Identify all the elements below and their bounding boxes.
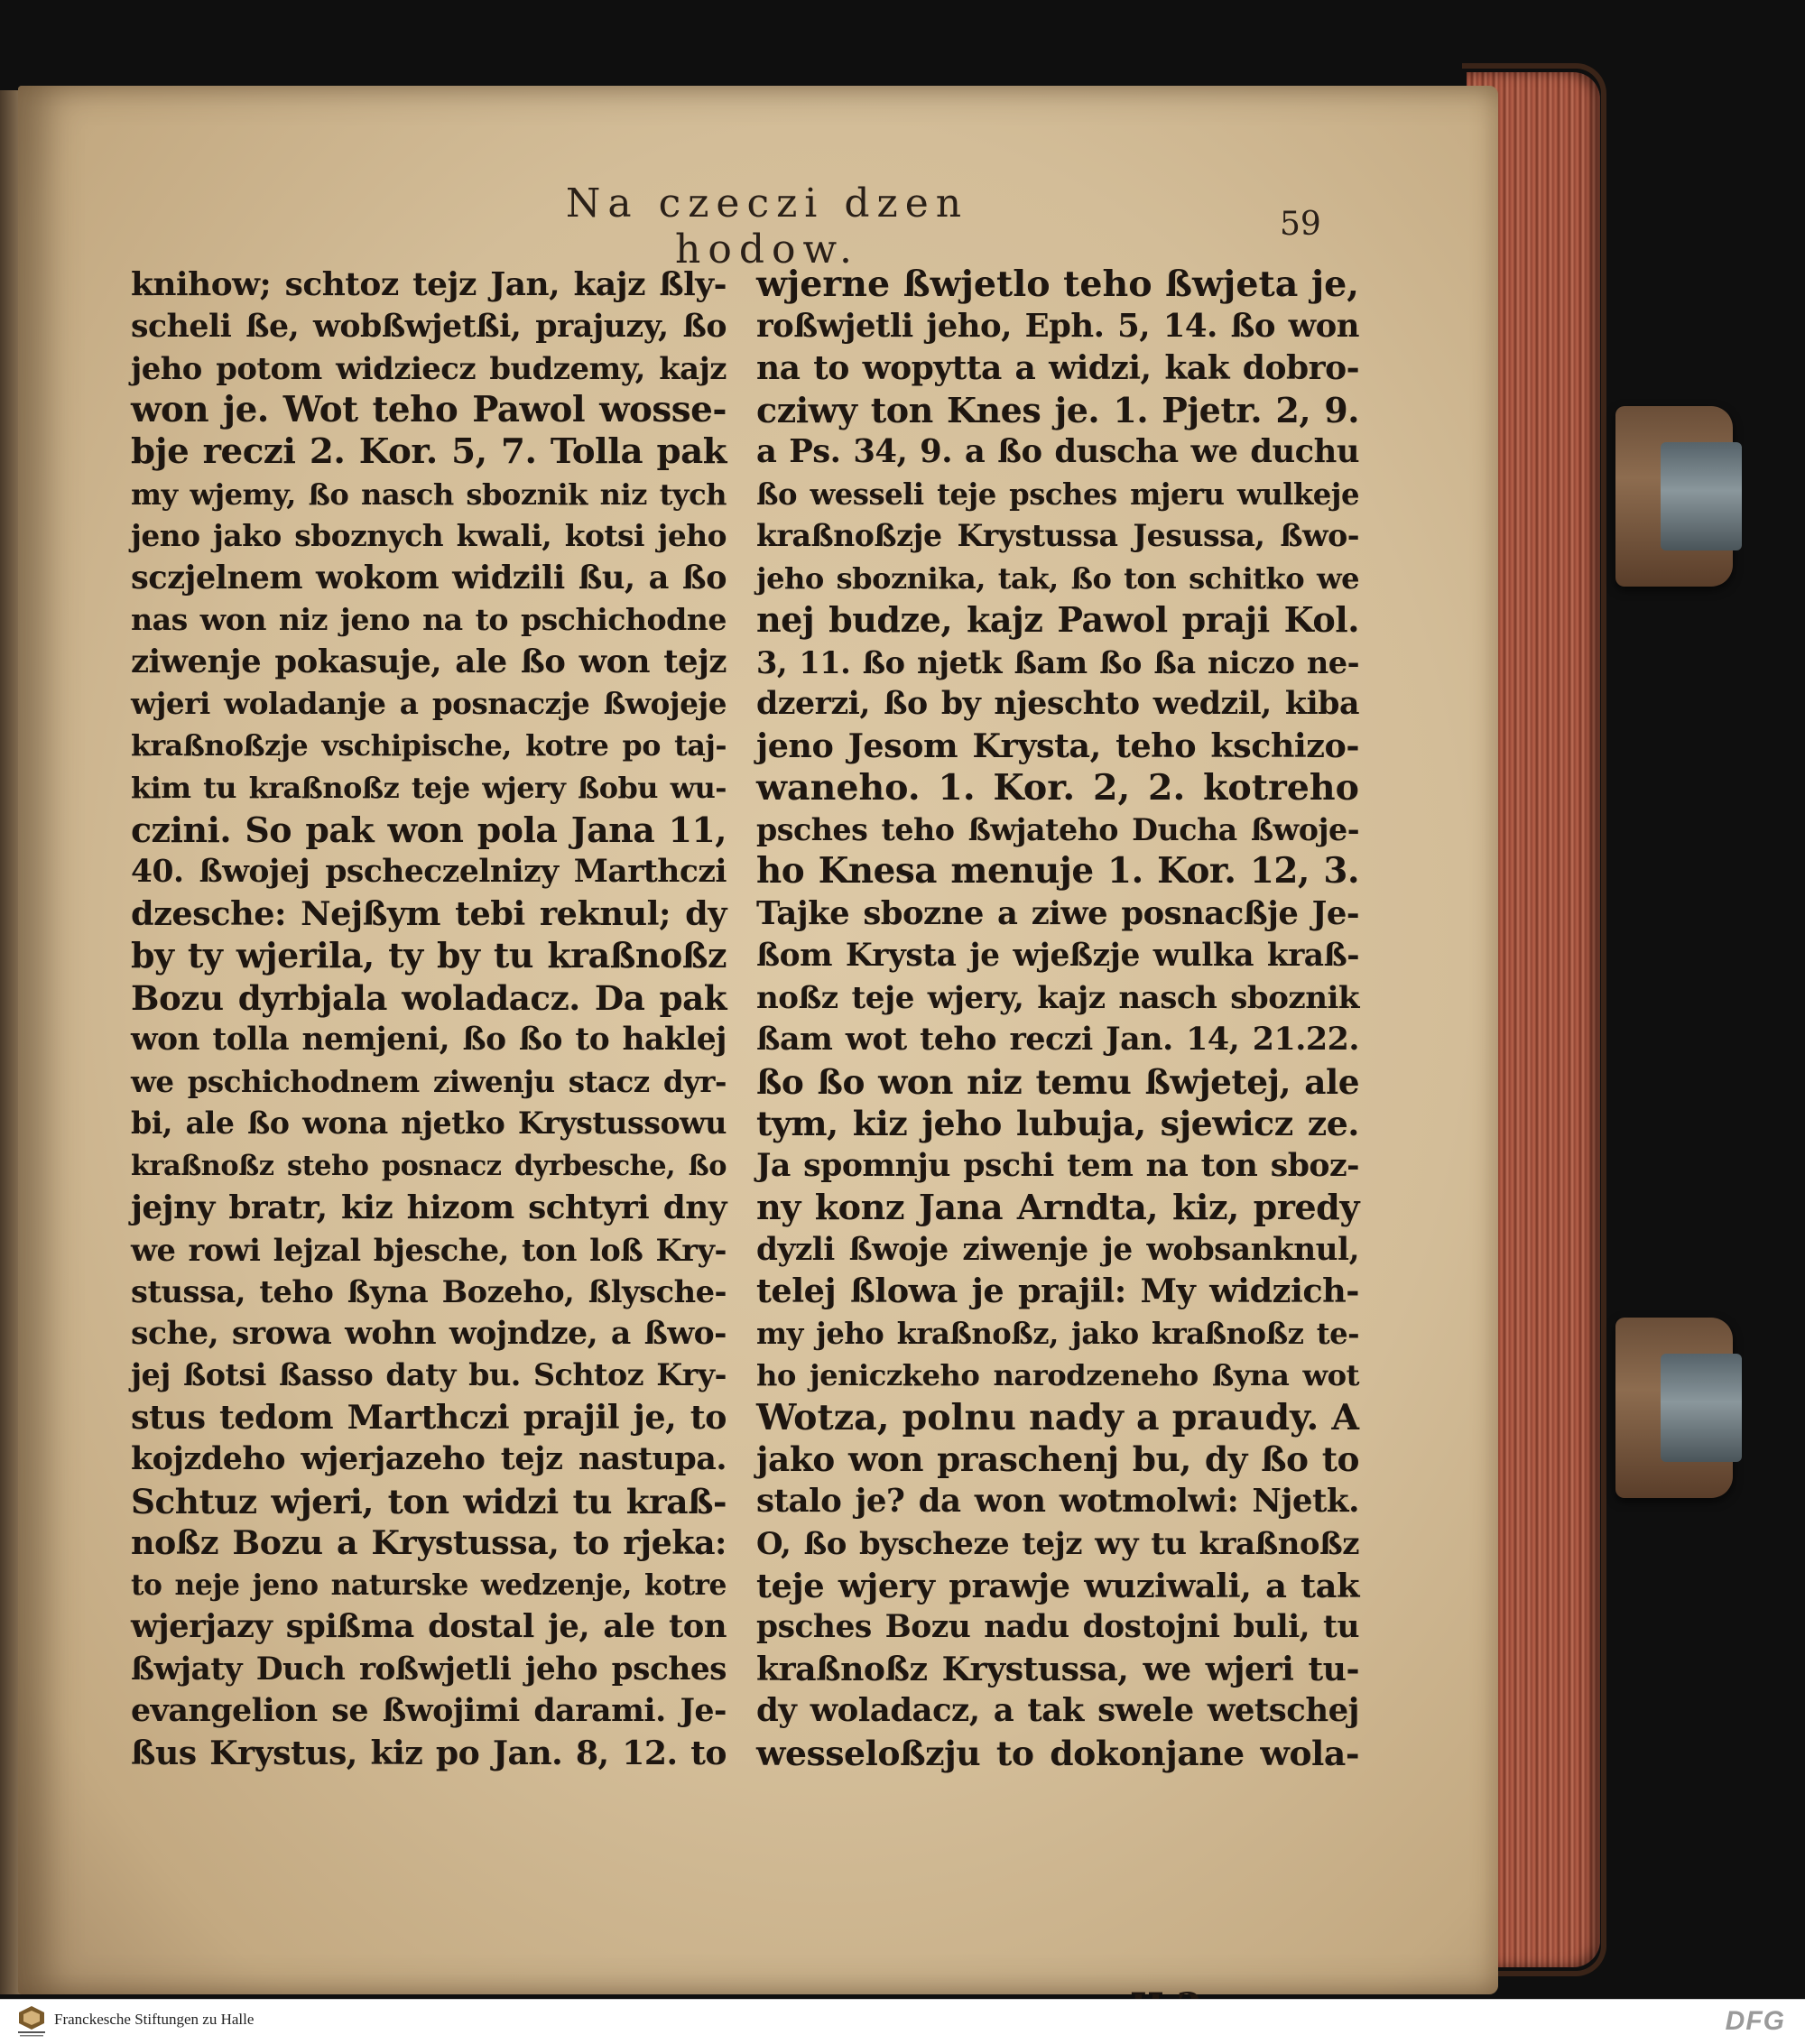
text-line: Bozu dyrbjala woladacz. Da pak: [131, 977, 727, 1018]
text-line: stalo je? da won wotmolwi: Njetk.: [756, 1482, 1359, 1520]
text-column-left: [131, 264, 727, 1774]
text-line: dzesche: Nejßym tebi reknul; dy: [131, 893, 727, 933]
text-line: scheli ße, wobßwjetßi, prajuzy, ßo: [131, 307, 727, 345]
text-line: sche, srowa wohn wojndze, a ßwo-: [131, 1315, 727, 1352]
text-line: bi, ale ßo wona njetko Krystussowu: [131, 1105, 727, 1141]
text-line: 3, 11. ßo njetk ßam ßo ßa niczo ne-: [756, 643, 1359, 680]
text-line: czini. So pak won pola Jana 11,: [131, 809, 727, 850]
text-line: ny konz Jana Arndta, kiz, predy: [756, 1187, 1359, 1227]
text-line: won je. Wot teho Pawol wosse-: [131, 389, 727, 430]
text-line: to neje jeno naturske wedzenje, kotre: [131, 1568, 727, 1602]
text-line: roßwjetli jeho, Eph. 5, 14. ßo won: [756, 307, 1359, 345]
text-line: bje reczi 2. Kor. 5, 7. Tolla pak: [131, 431, 727, 472]
text-line: teje wjery prawje wuziwali, a tak: [756, 1565, 1359, 1605]
text-line: psches teho ßwjateho Ducha ßwoje-: [756, 811, 1359, 847]
text-line: jeno Jesom Krysta, teho kschizo-: [756, 726, 1359, 765]
text-line: won tolla nemjeni, ßo ßo to haklej: [131, 1022, 727, 1058]
text-line: kraßnoßz steho posnacz dyrbesche, ßo: [131, 1149, 727, 1182]
foundation-logo-icon: [14, 2003, 49, 2039]
text-line: Tajke sbozne a ziwe posnacßje Je-: [756, 894, 1359, 932]
text-line: tym, kiz jeho lubuja, sjewicz ze.: [756, 1103, 1359, 1143]
text-line: wjeri woladanje a posnaczje ßwojeje: [131, 686, 727, 721]
text-line: my jeho kraßnoßz, jako kraßnoßz te-: [756, 1316, 1359, 1351]
text-line: wesseloßzju to dokonjane wola-: [756, 1733, 1359, 1773]
text-line: jeho potom widziecz budzemy, kajz: [131, 350, 727, 386]
text-line: 40. ßwojej pscheczelnizy Marthczi: [131, 854, 727, 890]
text-line: Schtuz wjeri, ton widzi tu kraß-: [131, 1481, 727, 1521]
text-line: dzerzi, ßo by njeschto wedzil, kiba: [756, 685, 1359, 722]
text-line: ßus Krystus, kiz po Jan. 8, 12. to: [131, 1733, 727, 1772]
text-line: ßam wot teho reczi Jan. 14, 21.22.: [756, 1021, 1359, 1058]
text-line: O, ßo byscheze tejz wy tu kraßnoßz: [756, 1525, 1359, 1561]
running-header: Na czeczi dzen hodow.: [565, 180, 969, 273]
text-line: stussa, teho ßyna Bozeho, ßlysche-: [131, 1273, 727, 1309]
text-line: ho Knesa menuje 1. Kor. 12, 3.: [756, 851, 1359, 892]
text-line: Ja spomnju pschi tem na ton sboz-: [756, 1146, 1359, 1184]
text-line: we rowi lejzal bjesche, ton loß Kry-: [131, 1231, 727, 1268]
text-line: stus tedom Marthczi prajil je, to: [131, 1397, 727, 1437]
text-line: psches Bozu nadu dostojni buli, tu: [756, 1609, 1359, 1645]
text-line: jej ßotsi ßasso daty bu. Schtoz Kry-: [131, 1357, 727, 1392]
page-number: 59: [1280, 206, 1321, 243]
dfg-logo: DFG: [1725, 2006, 1785, 2036]
text-line: dyzli ßwoje ziwenje je wobsanknul,: [756, 1231, 1359, 1268]
text-line: we pschichodnem ziwenju stacz dyr-: [131, 1064, 727, 1099]
text-column-right: [756, 264, 1359, 1774]
text-line: kraßnoßzje vschipische, kotre po taj-: [131, 728, 727, 763]
text-line: Wotza, polnu nady a praudy. A: [756, 1396, 1359, 1438]
text-line: waneho. 1. Kor. 2, 2. kotreho: [756, 767, 1359, 809]
text-line: noßz teje wjery, kajz nasch sboznik: [756, 979, 1359, 1016]
text-line: ßom Krysta je wjeßzje wulka kraß-: [756, 938, 1359, 974]
text-line: ßwjaty Duch roßwjetli jeho psches: [131, 1651, 727, 1688]
text-line: wjerjazy spißma dostal je, ale ton: [131, 1608, 727, 1645]
text-line: a Ps. 34, 9. a ßo duscha we duchu: [756, 433, 1359, 470]
text-line: jejny bratr, kiz hizom schtyri dny: [131, 1188, 727, 1226]
text-line: knihow; schtoz tejz Jan, kajz ßly-: [131, 265, 727, 303]
text-line: nas won niz jeno na to pschichodne: [131, 602, 727, 637]
text-line: sczjelnem wokom widzili ßu, a ßo: [131, 559, 727, 597]
text-line: nej budze, kajz Pawol praji Kol.: [756, 599, 1359, 640]
text-line: ßo wesseli teje psches mjeru wulkeje: [756, 476, 1359, 512]
text-line: telej ßlowa je prajil: My widzich-: [756, 1272, 1359, 1310]
text-line: kraßnoßz Krystussa, we wjeri tu-: [756, 1649, 1359, 1688]
footer-bar: [0, 1999, 1805, 2044]
text-line: wjerne ßwjetlo teho ßwjeta je,: [756, 264, 1359, 305]
text-line: evangelion se ßwojimi darami. Je-: [131, 1692, 727, 1729]
text-line: jako won praschenj bu, dy ßo to: [756, 1439, 1359, 1479]
text-line: ho jeniczkeho narodzeneho ßyna wot: [756, 1358, 1359, 1392]
text-line: kojzdeho wjerjazeho tejz nastupa.: [131, 1440, 727, 1477]
text-line: noßz Bozu a Krystussa, to rjeka:: [131, 1523, 727, 1562]
text-line: by ty wjerila, ty by tu kraßnoßz: [131, 935, 727, 976]
top-clasp-metal: [1661, 442, 1742, 550]
text-line: na to wopytta a widzi, kak dobro-: [756, 349, 1359, 387]
text-line: ziwenje pokasuje, ale ßo won tejz: [131, 643, 727, 680]
text-line: kim tu kraßnoßz teje wjery ßobu wu-: [131, 771, 727, 805]
text-line: ßo ßo won niz temu ßwjetej, ale: [756, 1061, 1359, 1102]
text-line: jeho sboznika, tak, ßo ton schitko we: [756, 560, 1359, 596]
text-line: dy woladacz, a tak swele wetschej: [756, 1692, 1359, 1729]
bottom-clasp-metal: [1661, 1354, 1742, 1462]
institution-name[interactable]: Franckesche Stiftungen zu Halle: [54, 2011, 255, 2028]
text-line: my wjemy, ßo nasch sboznik niz tych: [131, 476, 727, 512]
text-line: kraßnoßzje Krystussa Jesussa, ßwo-: [756, 518, 1359, 553]
text-line: jeno jako sboznych kwali, kotsi jeho: [131, 518, 727, 553]
text-line: cziwy ton Knes je. 1. Pjetr. 2, 9.: [756, 389, 1359, 430]
